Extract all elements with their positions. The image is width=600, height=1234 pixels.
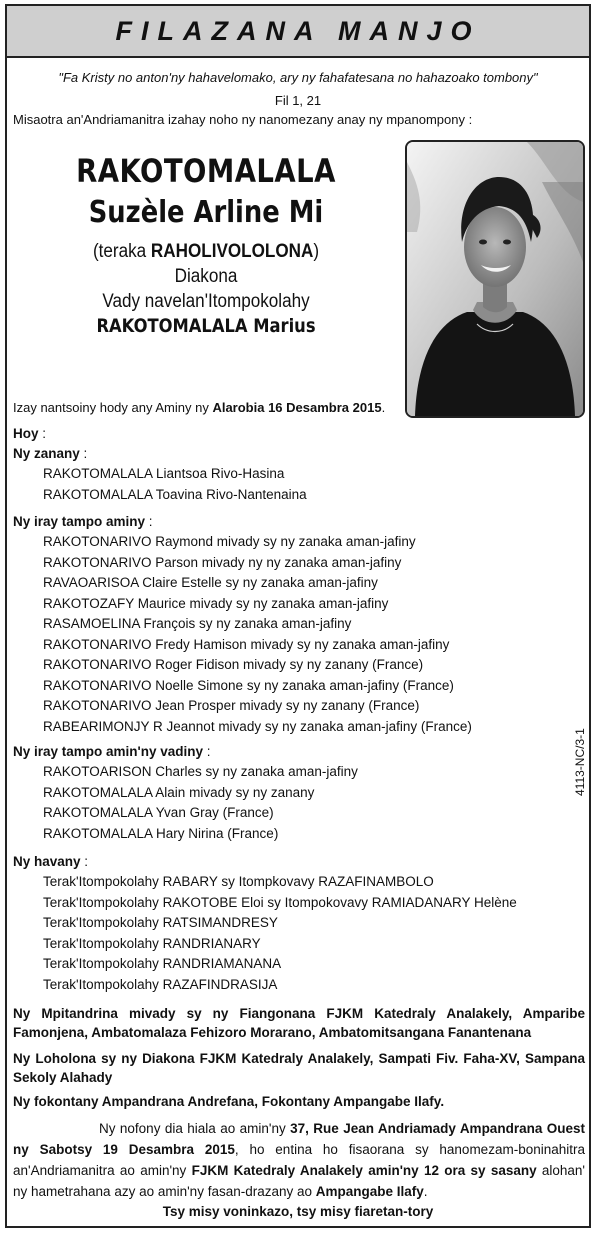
list-item: RAKOTONARIVO Fredy Hamison mivady sy ny zanaka aman-jafiny <box>43 636 450 652</box>
church-fokontany: Ny fokontany Ampandrana Andrefana, Fokontany Ampangabe Ilafy. <box>13 1094 445 1109</box>
siblings-list <box>43 532 472 737</box>
deceased-photo <box>405 140 585 418</box>
teraka-prefix: (teraka <box>92 241 151 262</box>
obituary-frame <box>5 4 591 1228</box>
list-item: Terak'Itompokolahy RAZAFINDRASIJA <box>43 976 278 992</box>
list-item: RAVAOARISOA Claire Estelle sy ny zanaka aman-jafiny <box>43 575 378 590</box>
header-title: FILAZANA MANJO <box>115 15 481 46</box>
death-date: Alarobia 16 Desambra 2015 <box>212 400 382 415</box>
death-notice <box>13 400 385 415</box>
siblings-heading: Ny iray tampo aminy : <box>13 514 153 529</box>
hoy-heading: Hoy : <box>13 426 47 441</box>
relatives-heading: Ny havany : <box>13 854 89 869</box>
deceased-role: Diakona <box>174 266 238 287</box>
deceased-given-names: Suzèle Arline Mi <box>88 195 324 230</box>
funeral-arrangements <box>13 1118 585 1202</box>
list-item: Terak'Itompokolahy RAKOTOBE Eloi sy Itompokovavy RAMIADANARY Helène <box>43 894 517 910</box>
funeral-text-2: , ho entina ho fisaorana sy hanomezam-boninahitra an'Andriamanitra ao amin'ny <box>13 1142 585 1178</box>
maiden-name-line <box>27 239 385 264</box>
list-item: RAKOTOARISON Charles sy ny zanaka aman-jafiny <box>43 764 358 779</box>
deceased-surname: RAKOTOMALALA <box>76 152 336 190</box>
spouse-name: RAKOTOMALALA Marius <box>96 315 316 337</box>
list-item: Terak'Itompokolahy RABARY sy Itompkovavy RAZAFINAMBOLO <box>43 874 434 889</box>
funeral-text-1: Ny nofony dia hiala ao amin'ny <box>99 1121 291 1136</box>
list-item: RAKOTONARIVO Parson mivady ny ny zanaka aman-jafiny <box>43 554 402 570</box>
teraka-suffix: ) <box>313 241 320 262</box>
list-item: RAKOTONARIVO Roger Fidison mivady sy ny zanany (France) <box>43 657 424 672</box>
bible-reference: Fil 1, 21 <box>274 93 322 108</box>
list-item: RAKOTONARIVO Jean Prosper mivady sy ny zanany (France) <box>43 698 420 713</box>
funeral-address: 37, Rue Jean Andriamady Ampandrana Ouest ny Sabotsy 19 Desambra 2015 <box>13 1121 585 1157</box>
intro-text: Misaotra an'Andriamanitra izahay noho ny nanomezany anay ny mpanompony : <box>13 112 473 127</box>
spouse-line: Vady navelan'Itompokolahy <box>102 291 310 312</box>
deceased-name-block <box>7 151 405 339</box>
death-prefix: Izay nantsoiny hody any Aminy ny <box>13 400 213 415</box>
relatives-list <box>43 872 517 995</box>
spouse-siblings-heading: Ny iray tampo amin'ny vadiny : <box>13 744 211 759</box>
church-elders: Ny Loholona sy ny Diakona FJKM Katedraly Analakely, Sampati Fiv. Faha-XV, Sampana Sekoly Alahady <box>13 1051 585 1085</box>
funeral-text-3: alohan' ny hametrahana azy ao amin'ny fasan-drazany ao <box>13 1163 585 1199</box>
children-heading: Ny zanany : <box>13 446 88 461</box>
list-item: RAKOTONARIVO Noelle Simone sy ny zanaka aman-jafiny (France) <box>43 677 454 693</box>
bible-quote: "Fa Kristy no anton'ny hahavelomako, ary ny fahafatesana no hahazoako tombony" <box>58 70 538 85</box>
funeral-text-4: . <box>423 1184 428 1199</box>
list-item: RAKOTONARIVO Raymond mivady sy ny zanaka aman-jafiny <box>43 534 416 549</box>
church-pastors: Ny Mpitandrina mivady sy ny Fiangonana FJKM Katedraly Analakely, Amparibe Famonjena, Ambatomalaza Fehizoro Morarano, Ambatomitsangana Fanantenana <box>13 1006 585 1040</box>
list-item: RAKOTOMALALA Liantsoa Rivo-Hasina <box>43 466 285 481</box>
list-item: RAKOTOMALALA Yvan Gray (France) <box>43 805 274 820</box>
list-item: Terak'Itompokolahy RANDRIANARY <box>43 935 261 951</box>
maiden-name: RAHOLIVOLOLONA <box>150 241 314 262</box>
children-list <box>43 464 307 505</box>
siblings-label: Ny iray tampo aminy <box>13 514 146 529</box>
relatives-label: Ny havany <box>13 854 81 869</box>
list-item: RASAMOELINA François sy ny zanaka aman-jafiny <box>43 616 352 631</box>
list-item: RAKOTOMALALA Alain mivady sy ny zanany <box>43 784 315 800</box>
header-banner <box>7 6 589 58</box>
death-suffix: . <box>381 400 386 415</box>
portrait-illustration <box>407 142 583 416</box>
list-item: Terak'Itompokolahy RATSIMANDRESY <box>43 915 278 930</box>
spouse-siblings-list <box>43 762 358 844</box>
publication-code: 4113-NC/3-1 <box>573 728 587 796</box>
list-item: RABEARIMONJY R Jeannot mivady sy ny zanaka aman-jafiny (France) <box>43 718 472 734</box>
spouse-siblings-label: Ny iray tampo amin'ny vadiny <box>13 744 204 759</box>
hoy-label: Hoy <box>13 426 39 441</box>
list-item: RAKOTOZAFY Maurice mivady sy ny zanaka aman-jafiny <box>43 595 389 611</box>
list-item: RAKOTOMALALA Toavina Rivo-Nantenaina <box>43 486 307 502</box>
children-label: Ny zanany <box>13 446 80 461</box>
list-item: Terak'Itompokolahy RANDRIAMANANA <box>43 956 282 971</box>
list-item: RAKOTOMALALA Hary Nirina (France) <box>43 825 279 841</box>
funeral-burial-place: Ampangabe Ilafy <box>315 1184 424 1199</box>
funeral-church: FJKM Katedraly Analakely amin'ny 12 ora sy sasany <box>191 1163 537 1178</box>
footer-note: Tsy misy voninkazo, tsy misy fiaretan-tory <box>162 1204 434 1219</box>
